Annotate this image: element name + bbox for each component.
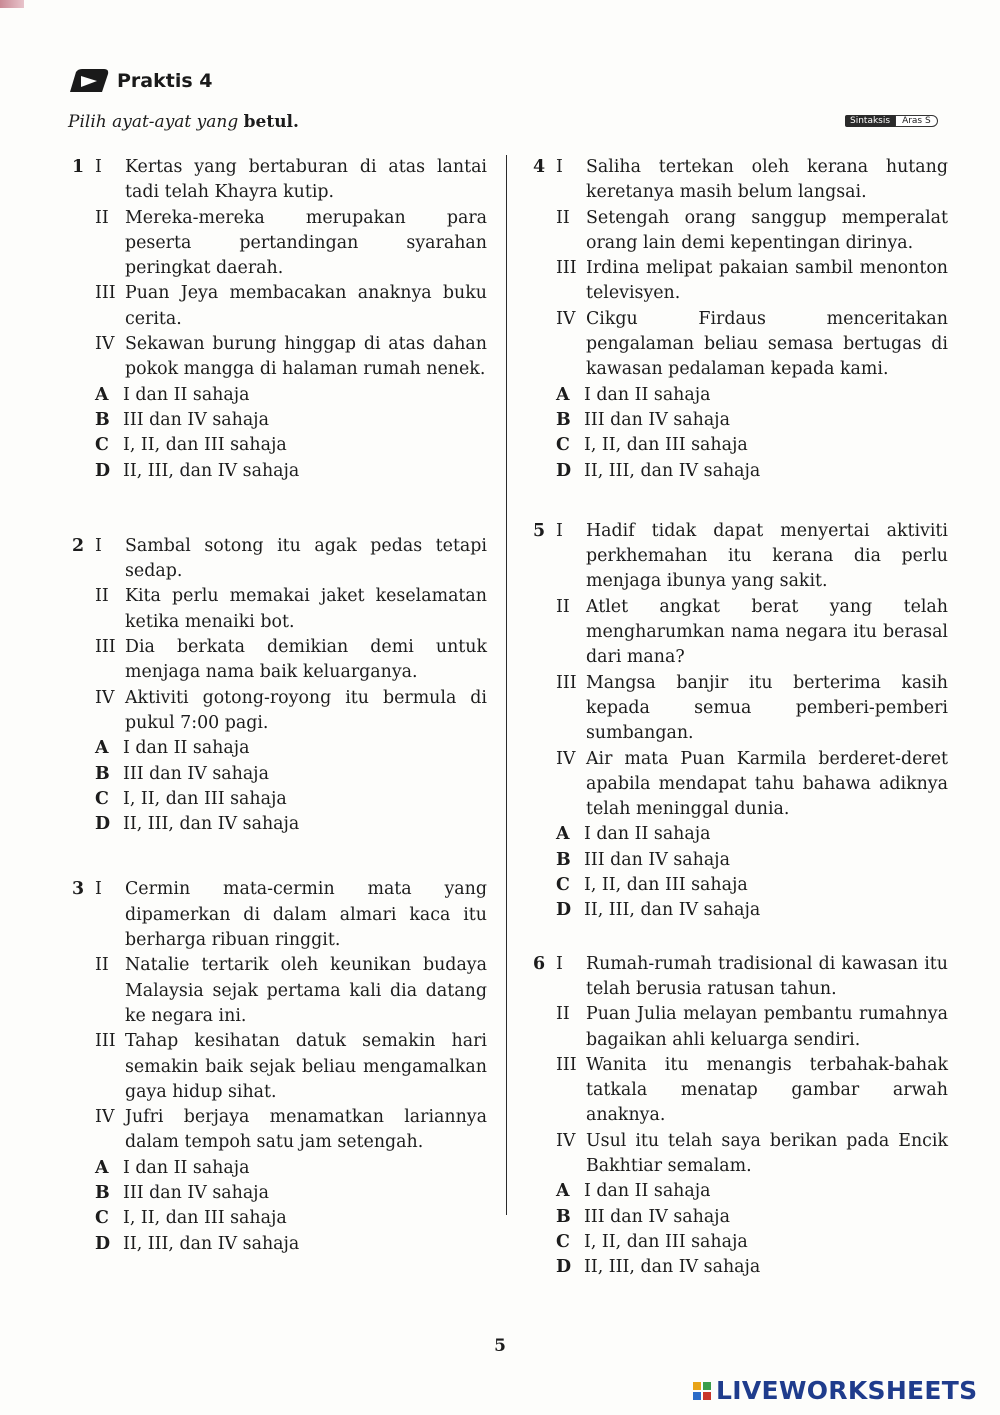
answer-option-d[interactable] <box>533 1255 948 1280</box>
option-letter: B <box>95 409 110 430</box>
statement-row <box>533 1129 948 1180</box>
answer-option-c[interactable] <box>72 433 487 458</box>
statement-label: I <box>95 879 102 900</box>
option-spacer <box>533 408 556 433</box>
option-letter: B <box>556 409 571 430</box>
praktis-badge-icon <box>68 68 110 94</box>
statement-row <box>72 281 487 332</box>
answer-option-d[interactable] <box>533 898 948 923</box>
statement-label: III <box>556 672 577 693</box>
answer-option-c[interactable] <box>533 433 948 458</box>
question-number: 2 <box>72 535 85 556</box>
question-number <box>533 747 556 823</box>
option-spacer <box>533 848 556 873</box>
option-letter: B <box>556 849 571 870</box>
statement-text: Rumah-rumah tradisional di kawasan itu telah berusia ratusan tahun. <box>586 953 948 999</box>
statement-text: Cikgu Firdaus menceritakan pengalaman beliau semasa bertugas di kawasan pedalaman kepada kami. <box>586 308 948 380</box>
question-number <box>72 584 95 635</box>
statement-label: IV <box>95 1107 115 1128</box>
option-text: II, III, dan IV sahaja <box>584 1257 761 1278</box>
option-text: I, II, dan III sahaja <box>584 435 748 456</box>
answer-option-b[interactable] <box>72 1181 487 1206</box>
statement-text: Mangsa banjir itu berterima kasih kepada semua pemberi-pemberi sumbangan. <box>586 672 948 744</box>
option-text: I dan II sahaja <box>584 1181 711 1202</box>
statement-row <box>533 1053 948 1129</box>
option-letter: D <box>556 1257 572 1278</box>
statement-label: II <box>556 1004 570 1025</box>
option-spacer <box>533 822 556 847</box>
option-letter: C <box>95 435 109 456</box>
option-letter: A <box>95 1157 109 1178</box>
option-spacer <box>533 898 556 923</box>
statement-row <box>72 953 487 1029</box>
instruction-text: Pilih ayat-ayat yang <box>68 112 239 132</box>
option-text: II, III, dan IV sahaja <box>584 900 761 921</box>
option-letter: C <box>556 875 570 896</box>
question-number <box>72 332 95 383</box>
question-4 <box>533 155 948 484</box>
option-spacer <box>72 1156 95 1181</box>
option-letter: D <box>95 460 111 481</box>
option-text: III dan IV sahaja <box>584 849 730 870</box>
question-number <box>533 1053 556 1129</box>
question-number <box>72 281 95 332</box>
option-spacer <box>533 383 556 408</box>
option-text: II, III, dan IV sahaja <box>123 1233 300 1254</box>
statement-text: Tahap kesihatan datuk semakin hari semakin baik sejak beliau mengamalkan gaya hidup sihat. <box>125 1031 487 1102</box>
statement-text: Mereka-mereka merupakan para peserta pertandingan syarahan peringkat daerah. <box>125 207 487 279</box>
answer-option-d[interactable] <box>72 459 487 484</box>
statement-row <box>72 534 487 585</box>
statement-row <box>533 747 948 823</box>
option-spacer <box>72 408 95 433</box>
option-letter: C <box>95 1208 109 1229</box>
option-spacer <box>72 1181 95 1206</box>
left-column <box>72 155 487 1257</box>
option-letter: B <box>95 1182 110 1203</box>
statement-label: II <box>95 955 109 976</box>
question-5 <box>533 519 948 924</box>
option-text: III dan IV sahaja <box>123 1182 269 1203</box>
option-text: I dan II sahaja <box>123 384 250 405</box>
option-spacer <box>533 459 556 484</box>
page-number: 5 <box>494 1336 506 1356</box>
option-letter: B <box>95 763 110 784</box>
answer-option-c[interactable] <box>533 1230 948 1255</box>
statement-text: Dia berkata demikian demi untuk menjaga nama baik keluarganya. <box>125 637 487 683</box>
statement-row <box>72 584 487 635</box>
option-spacer <box>72 433 95 458</box>
option-letter: D <box>95 1233 111 1254</box>
option-spacer <box>72 812 95 837</box>
option-spacer <box>72 762 95 787</box>
question-number <box>533 256 556 307</box>
question-number <box>533 1129 556 1180</box>
question-2 <box>72 534 487 838</box>
option-spacer <box>533 873 556 898</box>
statement-label: IV <box>556 748 576 769</box>
option-spacer <box>533 1179 556 1204</box>
statement-text: Sekawan burung hinggap di atas dahan pokok mangga di halaman rumah nenek. <box>125 334 487 380</box>
statement-row <box>533 307 948 383</box>
option-letter: A <box>556 824 570 845</box>
statement-text: Setengah orang sanggup memperalat orang lain demi kepentingan dirinya. <box>586 207 948 253</box>
statement-text: Sambal sotong itu agak pedas tetapi sedap. <box>125 535 487 582</box>
option-letter: D <box>556 900 572 921</box>
option-text: I, II, dan III sahaja <box>123 1208 287 1229</box>
question-number: 1 <box>72 157 85 177</box>
option-letter: B <box>556 1206 571 1227</box>
answer-option-d[interactable] <box>533 459 948 484</box>
statement-row <box>72 332 487 383</box>
statement-label: III <box>95 1031 116 1052</box>
option-letter: C <box>556 1231 570 1252</box>
option-text: II, III, dan IV sahaja <box>584 460 761 481</box>
question-number <box>72 953 95 1029</box>
statement-label: II <box>95 586 109 607</box>
option-spacer <box>72 383 95 408</box>
statement-text: Usul itu telah saya berikan pada Encik Bakhtiar semalam. <box>586 1130 948 1176</box>
statement-text: Cermin mata-cermin mata yang dipamerkan di dalam almari kaca itu berharga ribuan ringgit. <box>125 879 487 951</box>
option-text: I dan II sahaja <box>584 384 711 405</box>
section-title: Praktis 4 <box>117 70 213 92</box>
statement-label: IV <box>95 334 115 355</box>
option-letter: A <box>556 384 570 405</box>
instruction-emphasis: betul. <box>243 112 299 132</box>
option-spacer <box>72 787 95 812</box>
skill-tags <box>845 115 938 127</box>
answer-option-a[interactable] <box>72 383 487 408</box>
option-text: I, II, dan III sahaja <box>584 1231 748 1252</box>
statement-row <box>72 1029 487 1105</box>
question-number <box>72 206 95 282</box>
option-spacer <box>533 1255 556 1280</box>
statement-label: II <box>95 207 109 228</box>
statement-text: Saliha tertekan oleh kerana hutang keretanya masih belum langsai. <box>586 157 948 203</box>
statement-label: I <box>556 953 563 974</box>
statement-label: III <box>556 1054 577 1075</box>
question-number <box>72 635 95 686</box>
statement-row <box>533 671 948 747</box>
tag-sintaksis: Sintaksis <box>845 115 895 127</box>
question-number: 4 <box>533 157 546 177</box>
option-letter: D <box>556 460 572 481</box>
statement-text: Hadif tidak dapat menyertai aktiviti perkhemahan itu kerana dia perlu menjaga ibunya yang sakit. <box>586 520 948 592</box>
answer-option-a[interactable] <box>72 1156 487 1181</box>
answer-option-a[interactable] <box>533 822 948 847</box>
option-text: III dan IV sahaja <box>123 409 269 430</box>
statement-text: Aktiviti gotong-royong itu bermula di pukul 7:00 pagi. <box>125 687 487 733</box>
question-number <box>533 206 556 257</box>
answer-option-c[interactable] <box>533 873 948 898</box>
question-number <box>72 1029 95 1105</box>
watermark <box>693 1376 977 1405</box>
liveworksheets-logo-icon <box>693 1382 711 1400</box>
statement-label: IV <box>556 1130 576 1151</box>
option-text: III dan IV sahaja <box>584 1206 730 1227</box>
statement-label: I <box>95 535 102 556</box>
question-1 <box>72 155 487 484</box>
option-spacer <box>72 459 95 484</box>
statement-text: Natalie tertarik oleh keunikan budaya Malaysia sejak pertama kali dia datang ke negara ini. <box>125 955 487 1026</box>
statement-text: Atlet angkat berat yang telah mengharumkan nama negara itu berasal dari mana? <box>586 596 948 668</box>
answer-option-a[interactable] <box>533 1179 948 1204</box>
statement-row <box>533 1002 948 1053</box>
question-number <box>72 686 95 737</box>
statement-label: IV <box>556 308 576 329</box>
answer-option-b[interactable] <box>533 408 948 433</box>
question-3 <box>72 877 487 1256</box>
answer-option-d[interactable] <box>72 1232 487 1257</box>
answer-option-d[interactable] <box>72 812 487 837</box>
instruction <box>68 112 299 132</box>
statement-row <box>72 686 487 737</box>
section-header <box>68 68 213 94</box>
statement-row <box>533 952 948 1003</box>
tag-aras: Aras S <box>895 115 938 127</box>
option-letter: C <box>95 788 109 809</box>
statement-row <box>533 595 948 671</box>
option-letter: A <box>95 738 109 759</box>
option-spacer <box>72 1232 95 1257</box>
statement-row <box>72 1105 487 1156</box>
right-column <box>533 155 948 1280</box>
statement-row <box>72 206 487 282</box>
question-number: 6 <box>533 953 546 974</box>
statement-label: III <box>95 637 116 658</box>
statement-text: Irdina melipat pakaian sambil menonton televisyen. <box>586 258 948 304</box>
answer-option-b[interactable] <box>72 408 487 433</box>
option-text: II, III, dan IV sahaja <box>123 814 300 835</box>
statement-label: I <box>556 157 563 177</box>
statement-text: Jufri berjaya menamatkan lariannya dalam tempoh satu jam setengah. <box>125 1107 487 1153</box>
statement-label: II <box>556 207 570 228</box>
watermark-text: LIVEWORKSHEETS <box>716 1376 978 1405</box>
statement-label: III <box>556 258 577 279</box>
question-number <box>533 307 556 383</box>
option-letter: A <box>556 1181 570 1202</box>
statement-text: Puan Julia melayan pembantu rumahnya bagaikan ahli keluarga sendiri. <box>586 1004 948 1050</box>
question-number <box>533 1002 556 1053</box>
statement-row <box>72 877 487 953</box>
answer-option-c[interactable] <box>72 787 487 812</box>
option-spacer <box>533 1230 556 1255</box>
statement-text: Air mata Puan Karmila berderet-deret apabila mendapat tahu bahawa adiknya telah meninggal dunia. <box>586 748 948 820</box>
option-spacer <box>72 736 95 761</box>
option-spacer <box>533 1205 556 1230</box>
statement-row <box>533 256 948 307</box>
option-text: I dan II sahaja <box>123 1157 250 1178</box>
statement-text: Puan Jeya membacakan anaknya buku cerita. <box>125 283 487 329</box>
question-6 <box>533 952 948 1281</box>
corner-mark <box>0 0 24 8</box>
option-spacer <box>72 1206 95 1231</box>
statement-label: IV <box>95 687 115 708</box>
option-letter: C <box>556 435 570 456</box>
option-text: III dan IV sahaja <box>584 409 730 430</box>
answer-option-b[interactable] <box>533 848 948 873</box>
statement-label: II <box>556 596 570 617</box>
option-text: I, II, dan III sahaja <box>584 875 748 896</box>
option-text: I dan II sahaja <box>123 738 250 759</box>
statement-row <box>72 155 487 206</box>
option-text: II, III, dan IV sahaja <box>123 460 300 481</box>
statement-text: Wanita itu menangis terbahak-bahak tatkala menatap gambar arwah anaknya. <box>586 1054 948 1126</box>
option-text: I dan II sahaja <box>584 824 711 845</box>
option-text: III dan IV sahaja <box>123 763 269 784</box>
column-divider <box>506 155 507 1215</box>
statement-row <box>533 519 948 595</box>
option-text: I, II, dan III sahaja <box>123 788 287 809</box>
answer-option-a[interactable] <box>72 736 487 761</box>
option-spacer <box>533 433 556 458</box>
statement-label: I <box>95 157 102 177</box>
statement-row <box>533 155 948 206</box>
answer-option-a[interactable] <box>533 383 948 408</box>
statement-text: Kertas yang bertaburan di atas lantai tadi telah Khayra kutip. <box>125 157 487 203</box>
question-number <box>533 671 556 747</box>
question-number: 3 <box>72 879 85 900</box>
answer-option-b[interactable] <box>72 762 487 787</box>
question-number <box>533 595 556 671</box>
option-letter: A <box>95 384 109 405</box>
option-text: I, II, dan III sahaja <box>123 435 287 456</box>
statement-label: I <box>556 520 563 541</box>
statement-text: Kita perlu memakai jaket keselamatan ketika menaiki bot. <box>125 586 487 632</box>
statement-row <box>533 206 948 257</box>
answer-option-c[interactable] <box>72 1206 487 1231</box>
statement-row <box>72 635 487 686</box>
statement-label: III <box>95 283 116 304</box>
answer-option-b[interactable] <box>533 1205 948 1230</box>
question-number <box>72 1105 95 1156</box>
option-letter: D <box>95 814 111 835</box>
question-number: 5 <box>533 520 546 541</box>
